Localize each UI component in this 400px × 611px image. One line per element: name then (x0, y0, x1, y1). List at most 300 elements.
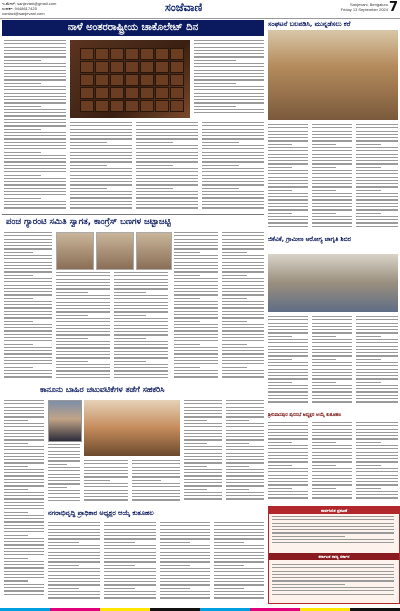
text-line (312, 209, 352, 210)
dateline (341, 2, 388, 12)
text-line (136, 184, 198, 185)
text-line (268, 154, 308, 155)
text-line (268, 216, 308, 217)
text-line (184, 430, 222, 431)
text-line (268, 167, 292, 168)
text-line (226, 439, 264, 440)
text-line (48, 490, 80, 491)
text-line (356, 213, 381, 214)
text-line (312, 137, 352, 138)
text-line (4, 53, 66, 54)
text-line (194, 73, 264, 74)
text-line (4, 347, 52, 348)
text-line (268, 385, 308, 386)
text-line (312, 497, 352, 498)
text-line (226, 459, 264, 460)
text-line (356, 203, 398, 204)
text-line (356, 339, 398, 340)
text-line (272, 584, 345, 585)
text-line (56, 282, 110, 283)
text-line (312, 455, 352, 456)
text-line (84, 483, 128, 484)
text-line (104, 535, 156, 536)
text-line (136, 165, 173, 166)
chocolate-square (95, 48, 109, 60)
text-line (4, 83, 41, 84)
text-line (268, 362, 308, 363)
text-line (202, 201, 264, 202)
text-line (4, 350, 52, 351)
text-line (48, 483, 80, 484)
text-line (4, 79, 66, 80)
text-line (356, 395, 398, 396)
text-line (104, 555, 156, 556)
bottom-text-col-3 (160, 522, 210, 602)
text-line (70, 194, 132, 195)
header-phone: ಸಂಪರ್ಕ: 9448617425 (2, 6, 37, 11)
text-line (356, 183, 398, 184)
text-line (222, 373, 264, 374)
text-line (356, 326, 398, 327)
text-line (70, 158, 132, 159)
text-line (226, 400, 264, 401)
text-line (356, 475, 398, 476)
guarantee-photo-2 (96, 232, 134, 270)
text-line (4, 248, 52, 249)
text-line (268, 326, 308, 327)
text-line (214, 581, 264, 582)
text-line (356, 163, 398, 164)
text-line (194, 99, 264, 100)
text-line (160, 568, 210, 569)
text-line (356, 199, 398, 200)
guarantee-headline: ಪಂಚ ಗ್ಯಾರಂಟಿ ಸಮಿತಿ ಸ್ವಾಗತ, ಕಾಂಗ್ರೆಸ್ ಬಣಗಳ ಜಟ್ಟಾಜಟ್ಟಿ (6, 217, 171, 227)
text-line (4, 207, 66, 208)
text-line (222, 242, 264, 243)
text-line (312, 144, 336, 145)
text-line (4, 89, 66, 90)
text-line (312, 226, 352, 227)
text-line (222, 248, 264, 249)
text-line (114, 354, 168, 355)
text-line (114, 351, 168, 352)
text-line (104, 565, 135, 566)
text-line (70, 191, 132, 192)
dateline-city: Sanjevani, Bengaluru (349, 2, 388, 7)
right-top-text-2 (312, 124, 352, 232)
text-line (222, 363, 264, 364)
text-line (4, 268, 52, 269)
text-line (194, 106, 236, 107)
text-line (268, 346, 308, 347)
text-line (356, 154, 398, 155)
text-line (4, 204, 66, 205)
text-line (174, 353, 218, 354)
text-line (4, 155, 66, 156)
text-line (222, 327, 264, 328)
text-line (184, 433, 222, 434)
text-line (356, 455, 398, 456)
text-line (174, 278, 218, 279)
text-line (312, 160, 352, 161)
text-line (4, 60, 41, 61)
text-line (84, 470, 128, 471)
text-line (226, 410, 264, 411)
text-line (4, 538, 44, 539)
text-line (4, 145, 66, 146)
text-line (184, 426, 222, 427)
text-line (4, 548, 44, 549)
text-line (174, 317, 218, 318)
right-mid-headline: ಜಿಕೆವಿಕೆ, ಗ್ರಾಮೀಣ ಆರೋಗ್ಯ ಜಾಗೃತಿ ಶಿಬಿರ (268, 236, 351, 243)
text-line (312, 124, 352, 125)
text-line (356, 429, 398, 430)
text-line (226, 403, 264, 404)
text-line (356, 458, 398, 459)
text-line (184, 489, 207, 490)
text-line (48, 584, 100, 585)
text-line (4, 311, 52, 312)
text-line (268, 160, 308, 161)
text-line (84, 460, 128, 461)
text-line (160, 565, 190, 566)
text-line (268, 339, 308, 340)
text-line (4, 262, 52, 263)
text-line (4, 102, 66, 103)
chocolate-square (80, 74, 94, 86)
text-line (356, 346, 398, 347)
text-line (84, 473, 128, 474)
text-line (4, 482, 44, 483)
text-line (222, 232, 264, 233)
text-line (202, 207, 264, 208)
text-line (356, 491, 398, 492)
text-line (4, 265, 52, 266)
text-line (4, 161, 66, 162)
text-line (268, 329, 308, 330)
text-line (356, 323, 398, 324)
text-line (4, 492, 44, 493)
text-line (132, 483, 180, 484)
text-line (194, 66, 264, 67)
chocolate-square (125, 74, 139, 86)
text-line (4, 171, 66, 172)
text-line (272, 564, 394, 565)
text-line (312, 127, 352, 128)
text-line (184, 459, 222, 460)
text-line (4, 47, 66, 48)
text-line (214, 522, 264, 523)
text-line (48, 525, 100, 526)
text-line (222, 311, 264, 312)
text-line (202, 178, 264, 179)
text-line (4, 528, 44, 529)
text-line (4, 363, 52, 364)
text-line (174, 340, 218, 341)
chocolate-square (110, 74, 124, 86)
text-line (312, 382, 336, 383)
text-line (174, 367, 200, 368)
text-line (4, 138, 66, 139)
text-line (70, 175, 132, 176)
text-line (4, 554, 44, 555)
text-line (194, 86, 264, 87)
text-line (272, 539, 394, 540)
chocolate-square (170, 87, 184, 99)
text-line (214, 561, 264, 562)
text-line (312, 478, 352, 479)
text-line (312, 332, 352, 333)
text-line (356, 144, 381, 145)
text-line (202, 184, 264, 185)
text-line (104, 575, 156, 576)
text-line (4, 344, 33, 345)
right-top-headline: ಸಂಘಟನೆ ಬಲಪಡಿಸಿ, ಮುನ್ನಡೆಸಲು ಕರೆ (268, 20, 351, 28)
text-line (160, 542, 190, 543)
text-line (48, 561, 100, 562)
text-line (226, 472, 264, 473)
text-line (160, 578, 210, 579)
text-line (104, 571, 156, 572)
text-line (356, 127, 398, 128)
text-line (268, 150, 308, 151)
text-line (226, 453, 264, 454)
text-line (312, 465, 336, 466)
text-line (4, 242, 52, 243)
text-line (268, 199, 308, 200)
text-line (160, 594, 210, 595)
chocolate-article-text-col-1 (4, 40, 66, 212)
text-line (136, 158, 198, 159)
text-line (214, 591, 264, 592)
text-line (174, 271, 218, 272)
text-line (226, 430, 264, 431)
text-line (4, 43, 66, 44)
text-line (312, 342, 352, 343)
text-line (312, 203, 352, 204)
text-line (268, 183, 308, 184)
text-line (70, 204, 132, 205)
text-line (56, 272, 110, 273)
law-headline: ಕಾನೂನು ಬಾಹಿರ ಚಟುವಟಿಕೆಗಳ ತಡೆಗೆ ಸಹಕರಿಸಿ (40, 385, 165, 394)
text-line (4, 294, 52, 295)
text-line (56, 334, 110, 335)
text-line (268, 170, 308, 171)
text-line (4, 281, 52, 282)
text-line (194, 109, 264, 110)
text-line (114, 328, 168, 329)
text-line (268, 209, 308, 210)
text-line (56, 354, 110, 355)
text-line (70, 197, 132, 198)
text-line (4, 475, 44, 476)
text-line (4, 232, 52, 233)
text-line (184, 423, 222, 424)
text-line (48, 542, 79, 543)
text-line (174, 376, 218, 377)
text-line (4, 56, 66, 57)
text-line (222, 360, 264, 361)
text-line (312, 401, 352, 402)
text-line (70, 135, 132, 136)
text-line (312, 475, 352, 476)
text-line (104, 529, 156, 530)
text-line (4, 239, 52, 240)
text-line (174, 285, 218, 286)
text-line (214, 584, 264, 585)
text-line (226, 413, 264, 414)
text-line (202, 138, 264, 139)
text-line (184, 446, 222, 447)
text-line (4, 288, 52, 289)
text-line (4, 462, 44, 463)
text-line (214, 552, 264, 553)
text-line (4, 436, 44, 437)
text-line (356, 173, 398, 174)
text-line (48, 535, 100, 536)
text-line (356, 167, 381, 168)
text-line (174, 298, 200, 299)
text-line (4, 430, 44, 431)
text-line (312, 193, 352, 194)
text-line (104, 522, 156, 523)
text-line (312, 362, 352, 363)
text-line (222, 252, 247, 253)
text-line (312, 438, 352, 439)
text-line (312, 352, 352, 353)
text-line (114, 308, 168, 309)
text-line (268, 190, 292, 191)
text-line (356, 481, 398, 482)
text-line (136, 181, 198, 182)
text-line (222, 245, 264, 246)
text-line (272, 519, 394, 520)
text-line (312, 323, 352, 324)
text-line (4, 521, 44, 522)
text-line (160, 575, 210, 576)
text-line (174, 344, 200, 345)
text-line (214, 558, 264, 559)
text-line (356, 375, 398, 376)
text-line (4, 400, 44, 401)
text-line (194, 89, 264, 90)
text-line (114, 275, 168, 276)
text-line (4, 485, 44, 486)
text-line (226, 475, 264, 476)
text-line (202, 194, 264, 195)
text-line (268, 319, 308, 320)
text-line (4, 109, 66, 110)
bottom-headline: ನಗರಾಭಿವೃದ್ಧಿ ಪ್ರಾಧಿಕಾರ ಅಧ್ಯಕ್ಷರ ಆಯ್ಕೆ ಕುತೂಹಲ (48, 509, 154, 517)
text-line (268, 372, 308, 373)
text-line (56, 318, 110, 319)
text-line (202, 197, 264, 198)
text-line (356, 206, 398, 207)
text-line (104, 538, 156, 539)
text-line (184, 416, 222, 417)
text-line (4, 304, 52, 305)
text-line (312, 219, 352, 220)
text-line (222, 255, 264, 256)
text-line (4, 112, 66, 113)
text-line (114, 347, 168, 348)
text-line (356, 222, 398, 223)
text-line (4, 502, 44, 503)
text-line (4, 594, 44, 595)
text-line (356, 388, 398, 389)
chocolate-square (95, 87, 109, 99)
guarantee-photo-3 (136, 232, 172, 270)
text-line (356, 180, 398, 181)
text-line (56, 275, 110, 276)
text-line (4, 590, 44, 591)
text-line (214, 548, 264, 549)
text-line (194, 63, 264, 64)
text-line (174, 235, 218, 236)
chocolate-image (70, 40, 190, 118)
text-line (226, 466, 249, 467)
text-line (184, 495, 222, 496)
text-line (226, 443, 249, 444)
text-line (4, 201, 66, 202)
text-line (4, 353, 52, 354)
text-line (356, 316, 398, 317)
text-line (4, 191, 66, 192)
text-line (268, 355, 308, 356)
text-line (222, 235, 264, 236)
text-line (84, 499, 128, 500)
text-line (48, 548, 100, 549)
text-line (4, 505, 44, 506)
text-line (70, 178, 132, 179)
text-line (312, 206, 352, 207)
text-line (226, 492, 264, 493)
chocolate-square (155, 100, 169, 112)
text-line (4, 122, 66, 123)
text-line (356, 190, 381, 191)
chocolate-square (80, 87, 94, 99)
chocolate-square (170, 61, 184, 73)
text-line (48, 451, 80, 452)
text-line (312, 170, 352, 171)
guarantee-text-col-1 (4, 232, 52, 382)
text-line (4, 423, 44, 424)
text-line (226, 407, 264, 408)
text-line (312, 435, 352, 436)
right-small-text-1 (268, 422, 308, 502)
text-line (4, 324, 52, 325)
text-line (4, 541, 44, 542)
text-line (226, 426, 264, 427)
text-line (356, 497, 398, 498)
text-line (84, 467, 128, 468)
text-line (268, 157, 308, 158)
text-line (48, 470, 80, 471)
bottom-text-col-4 (214, 522, 264, 602)
text-line (312, 458, 352, 459)
text-line (174, 337, 218, 338)
text-line (4, 376, 52, 377)
text-line (48, 555, 100, 556)
text-line (312, 391, 352, 392)
text-line (160, 571, 210, 572)
text-line (4, 498, 44, 499)
text-line (48, 500, 80, 501)
text-line (84, 496, 128, 497)
text-line (268, 438, 308, 439)
text-line (4, 50, 66, 51)
text-line (132, 470, 180, 471)
